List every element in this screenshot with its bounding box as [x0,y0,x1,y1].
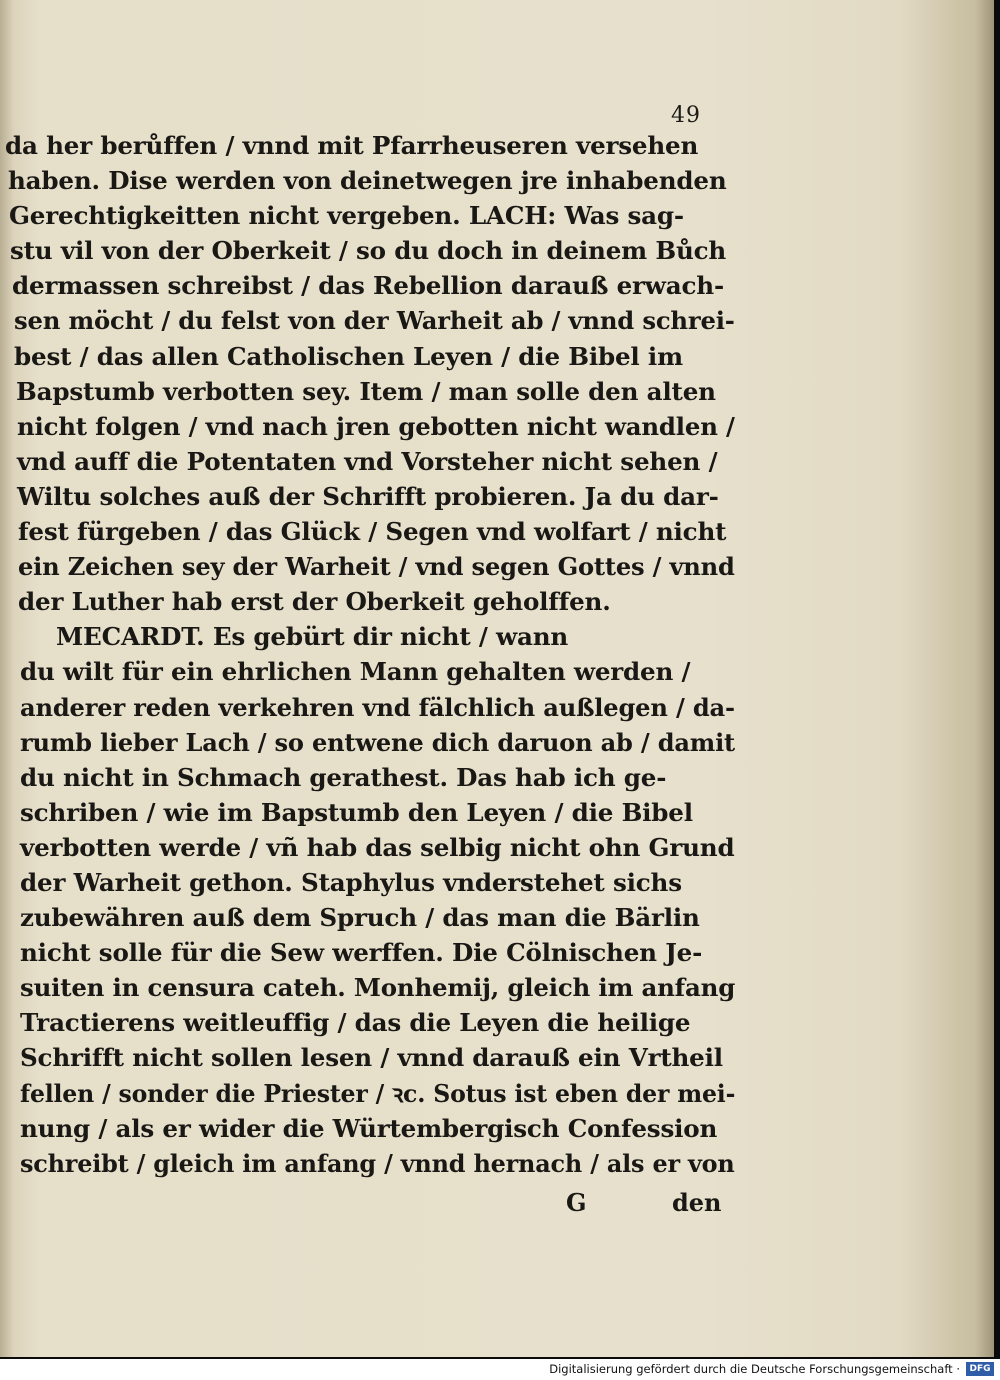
footer-bar [0,1359,1000,1380]
text-line: fest fürgeben / das Glück / Segen vnd wolfart / nicht [18,517,727,547]
dfg-logo: DFG [966,1362,994,1376]
text-line: Bapstumb verbotten sey. Item / man solle den alten [16,376,716,406]
text-line: haben. Dise werden von deinetwegen jre inhabenden [8,166,727,196]
text-line: Gerechtigkeitten nicht vergeben. LACH: Was sag- [9,201,684,231]
text-body [0,128,740,1181]
text-line: verbotten werde / vñ hab das selbig nicht ohn Grund [20,832,735,862]
text-line: sen möcht / du felst von der Warheit ab / vnnd schrei- [14,306,735,336]
text-line: MECARDT. Es gebürt dir nicht / wann [56,622,569,652]
text-line: nung / als er wider die Würtembergisch Confession [20,1113,718,1143]
text-line: rumb lieber Lach / so entwene dich daruon ab / damit [20,727,736,757]
text-line: fellen / sonder die Priester / ꝛc. Sotus ist eben der mei- [20,1078,736,1108]
text-line: nicht folgen / vnd nach jren gebotten nicht wandlen / [17,411,735,441]
page-number: 49 [671,103,701,128]
catchword: den [672,1188,722,1217]
text-line: du nicht in Schmach gerathest. Das hab ich ge- [20,762,667,792]
text-line: ein Zeichen sey der Warheit / vnd segen Gottes / vnnd [18,552,735,582]
text-line: best / das allen Catholischen Leyen / die Bibel im [14,341,683,371]
text-line: dermassen schreibst / das Rebellion darauß erwach- [12,271,724,301]
text-line: nicht solle für die Sew werffen. Die Cölnischen Je- [20,938,703,968]
text-line: Wiltu solches auß der Schrifft probieren. Ja du dar- [17,481,719,511]
text-line: Schrifft nicht sollen lesen / vnnd darauß ein Vrtheil [20,1043,723,1073]
text-line: der Warheit gethon. Staphylus vnderstehet sichs [20,867,682,897]
signature-mark: G [566,1188,587,1217]
text-line: du wilt für ein ehrlichen Mann gehalten werden / [20,657,691,687]
text-line: stu vil von der Oberkeit / so du doch in deinem Bůch [10,236,727,266]
text-line: zubewähren auß dem Spruch / das man die Bärlin [20,903,700,933]
text-line: schriben / wie im Bapstumb den Leyen / die Bibel [20,797,693,827]
text-line: anderer reden verkehren vnd fälchlich außlegen / da- [20,692,735,722]
funding-notice: Digitalisierung gefördert durch die Deutsche Forschungsgemeinschaft · [549,1362,960,1376]
text-line: Tractierens weitleuffig / das die Leyen die heilige [20,1008,691,1038]
text-line: suiten in censura cateh. Monhemij, gleich im anfang [20,973,736,1003]
text-line: schreibt / gleich im anfang / vnnd hernach / als er von [20,1148,735,1178]
text-line: vnd auff die Potentaten vnd Vorsteher nicht sehen / [17,446,718,476]
text-line: da her berůffen / vnnd mit Pfarrheuseren versehen [5,131,699,160]
text-line: der Luther hab erst der Oberkeit geholffen. [18,587,611,617]
